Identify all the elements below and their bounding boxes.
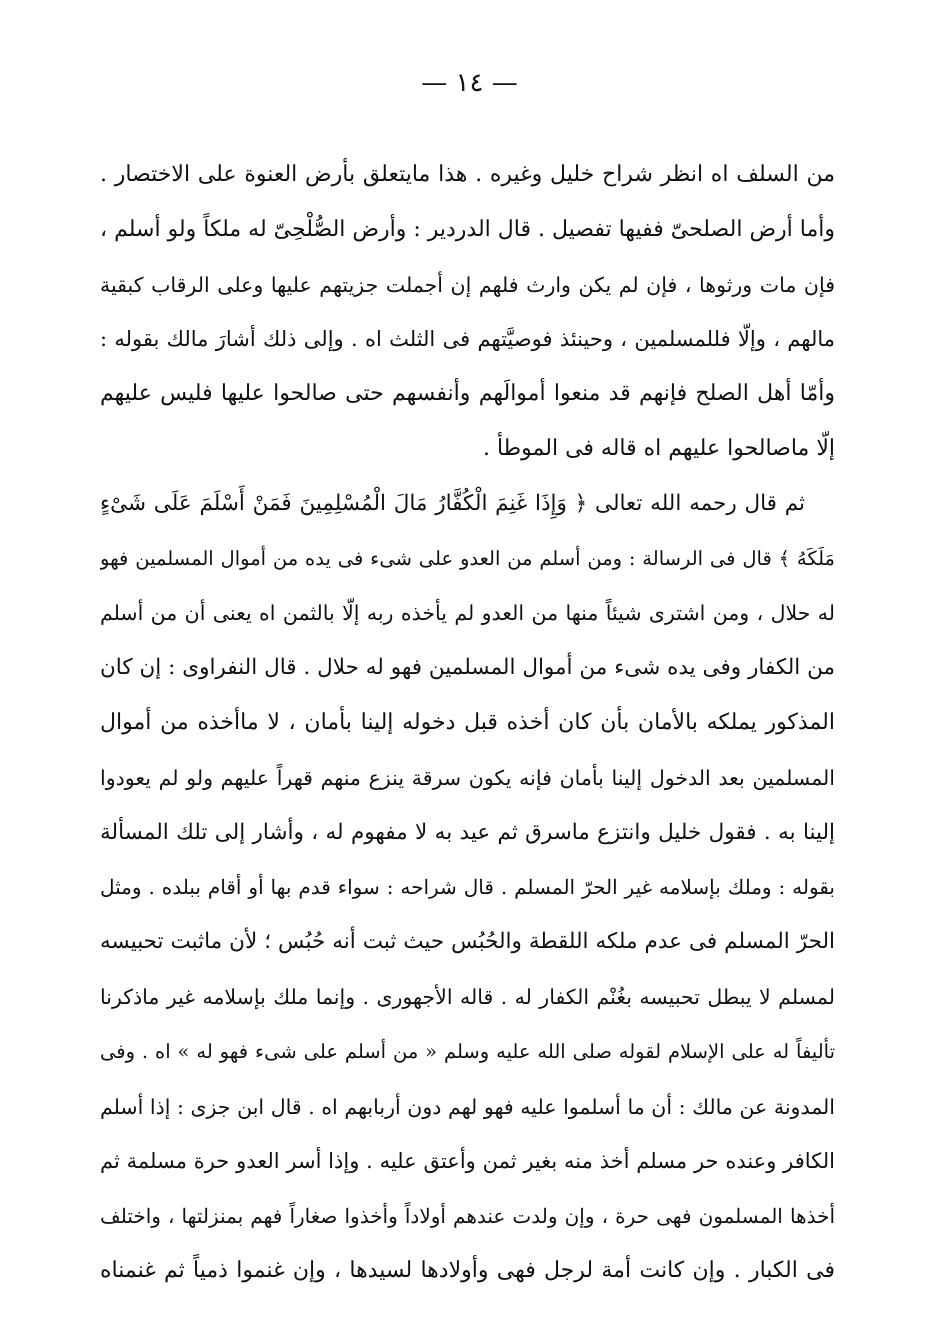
text-line: المسلمين بعد الدخول إلينا بأمان فإنه يكون سرقة ينزع منهم قهراً عليهم ولو لم يعودوا	[100, 765, 835, 790]
text-line: الكافر وعنده حر مسلم أخذ منه بغير ثمن وأعتق عليه . وإذا أسر العدو حرة مسلمة ثم	[100, 1149, 835, 1174]
text-line: مَلَكَهُ ﴾ قال فى الرسالة : ومن أسلم من العدو على شىء فى يده من أموال المسلمين فهو	[100, 546, 835, 570]
text-line: الحرّ المسلم فى عدم ملكه اللقطة والحُبُس حيث ثبت أنه حُبُس ؛ لأن ماثبت تحبيسه	[100, 929, 835, 955]
page-number: — ١٤ —	[421, 68, 518, 98]
text-line: لمسلم لا يبطل تحبيسه بغُنْم الكفار له . قاله الأجهورى . وإنما ملك بإسلامه غير ماذكرنا	[100, 984, 835, 1009]
text-line: المذكور يملكه بالأمان بأن كان أخذه قبل دخوله إلينا بأمان ، لا ماأخذه من أموال	[100, 709, 835, 735]
text-line: المدونة عن مالك : أن ما أسلموا عليه فهو لهم دون أربابهم اه . قال ابن جزى : إذا أسلم	[100, 1094, 835, 1119]
text-line: له حلال ، ومن اشترى شيئاً منها من العدو لم يأخذه ربه إلّا بالثمن اه يعنى أن من أسلم	[100, 601, 835, 626]
text-line: من الكفار وفى يده شىء من أموال المسلمين فهو له حلال . قال النفراوى : إن كان	[100, 655, 835, 681]
text-line: فإن مات ورثوها ، فإن لم يكن وارث فلهم إن أجملت جزيتهم عليها وعلى الرقاب كبقية	[100, 272, 835, 297]
text-line: بقوله : وملك بإسلامه غير الحرّ المسلم . قال شراحه : سواء قدم بها أو أقام ببلده . ومثل	[100, 875, 835, 900]
text-line: مالهم ، وإلّا فللمسلمين ، وحينئذ فوصيَّتهم فى الثلث اه . وإلى ذلك أشارَ مالك بقوله :	[100, 327, 835, 352]
body-text	[100, 148, 835, 1299]
text-line: وأما أرض الصلحىّ ففيها تفصيل . قال الدردير : وأرض الصُّلْحِىّ له ملكاً ولو أسلم ،	[100, 216, 835, 242]
text-line: أخذها المسلمون فهى حرة ، وإن ولدت عندهم أولاداً وأخذوا صغاراً فهم بمنزلتها ، واختلف	[100, 1204, 835, 1229]
text-line: إلينا به . فقول خليل وانتزع ماسرق ثم عيد به لا مفهوم له ، وأشار إلى تلك المسألة	[100, 819, 835, 845]
text-line: من السلف اه انظر شراح خليل وغيره . هذا مايتعلق بأرض العنوة على الاختصار .	[100, 162, 835, 187]
text-line: ثم قال رحمه الله تعالى ﴿ وَإِذَا غَنِمَ الْكُفَّارُ مَالَ الْمُسْلِمِينَ فَمَنْ أَسْلَمَ عَلَى شَىْءٍ	[100, 490, 805, 516]
text-line: إلّا ماصالحوا عليهم اه قاله فى الموطأ .	[482, 435, 835, 461]
text-line: وأمّا أهل الصلح فإنهم قد منعوا أموالَهم وأنفسهم حتى صالحوا عليها فليس عليهم	[100, 381, 835, 407]
text-line: فى الكبار . وإن كانت أمة لرجل فهى وأولادها لسيدها ، وإن غنموا ذمياً ثم غنمناه	[100, 1257, 835, 1283]
text-line: تأليفاً له على الإسلام لقوله صلى الله عليه وسلم « من أسلم على شىء فهو له » اه . وفى	[100, 1039, 835, 1063]
